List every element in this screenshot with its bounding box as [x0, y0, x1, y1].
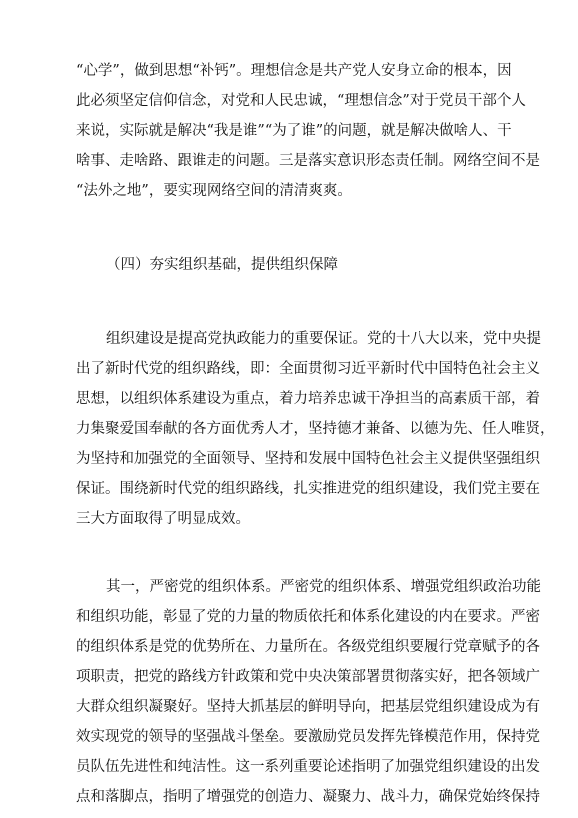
text-line: 其一，严密党的组织体系。严密党的组织体系、增强党组织政治功能: [106, 579, 541, 595]
paragraph-ideals: [76, 56, 540, 206]
text-line: “心学”，做到思想“补钙”。理想信念是共产党人安身立命的根本，因: [76, 63, 512, 79]
paragraph-spacer: [76, 206, 516, 250]
text-line: 大群众组织凝聚好。坚持大抓基层的鲜明导向，把基层党组织建设成为有: [76, 699, 540, 715]
text-line: 点和落脚点，指明了增强党的创造力、凝聚力、战斗力，确保党始终保持: [76, 789, 540, 805]
text-line: 出了新时代党的组织路线，即：全面贯彻习近平新时代中国特色社会主义: [76, 361, 540, 377]
text-line: 来说，实际就是解决“我是谁”“为了谁”的问题，就是解决做啥人、干: [76, 123, 512, 139]
document-body: [76, 56, 555, 812]
text-line: 项职责，把党的路线方针政策和党中央决策部署贯彻落实好，把各领域广: [76, 669, 540, 685]
text-line: 组织建设是提高党执政能力的重要保证。党的十八大以来，党中央提: [106, 331, 541, 347]
text-line: 员队伍先进性和纯洁性。这一系列重要论述指明了加强党组织建设的出发: [76, 759, 540, 775]
text-line: 保证。围绕新时代党的组织路线，扎实推进党的组织建设，我们党主要在: [76, 481, 540, 497]
paragraph-organization: [76, 324, 555, 534]
text-line: 啥事、走啥路、跟谁走的问题。三是落实意识形态责任制。网络空间不是: [76, 153, 540, 169]
paragraph-system: [76, 572, 541, 812]
text-line: 和组织功能，彰显了党的力量的物质依托和体系化建设的内在要求。严密: [76, 609, 540, 625]
text-line: 三大方面取得了明显成效。: [76, 511, 250, 527]
paragraph-spacer: [76, 534, 516, 572]
text-line: 为坚持和加强党的全面领导、坚持和发展中国特色社会主义提供坚强组织: [76, 451, 540, 467]
text-line: 力集聚爱国奉献的各方面优秀人才，坚持德才兼备、以德为先、任人唯贤，: [76, 421, 555, 437]
text-line: 此必须坚定信仰信念，对党和人民忠诚，“理想信念”对于党员干部个人: [76, 93, 526, 109]
text-line: 的组织体系是党的优势所在、力量所在。各级党组织要履行党章赋予的各: [76, 639, 540, 655]
text-line: 思想，以组织体系建设为重点，着力培养忠诚干净担当的高素质干部，着: [76, 391, 540, 407]
text-line: 效实现党的领导的坚强战斗堡垒。要激励党员发挥先锋模范作用，保持党: [76, 729, 540, 745]
paragraph-spacer: [76, 280, 516, 324]
section-heading: （四）夯实组织基础，提供组织保障: [106, 257, 338, 273]
text-line: “法外之地”，要实现网络空间的清清爽爽。: [76, 183, 352, 199]
